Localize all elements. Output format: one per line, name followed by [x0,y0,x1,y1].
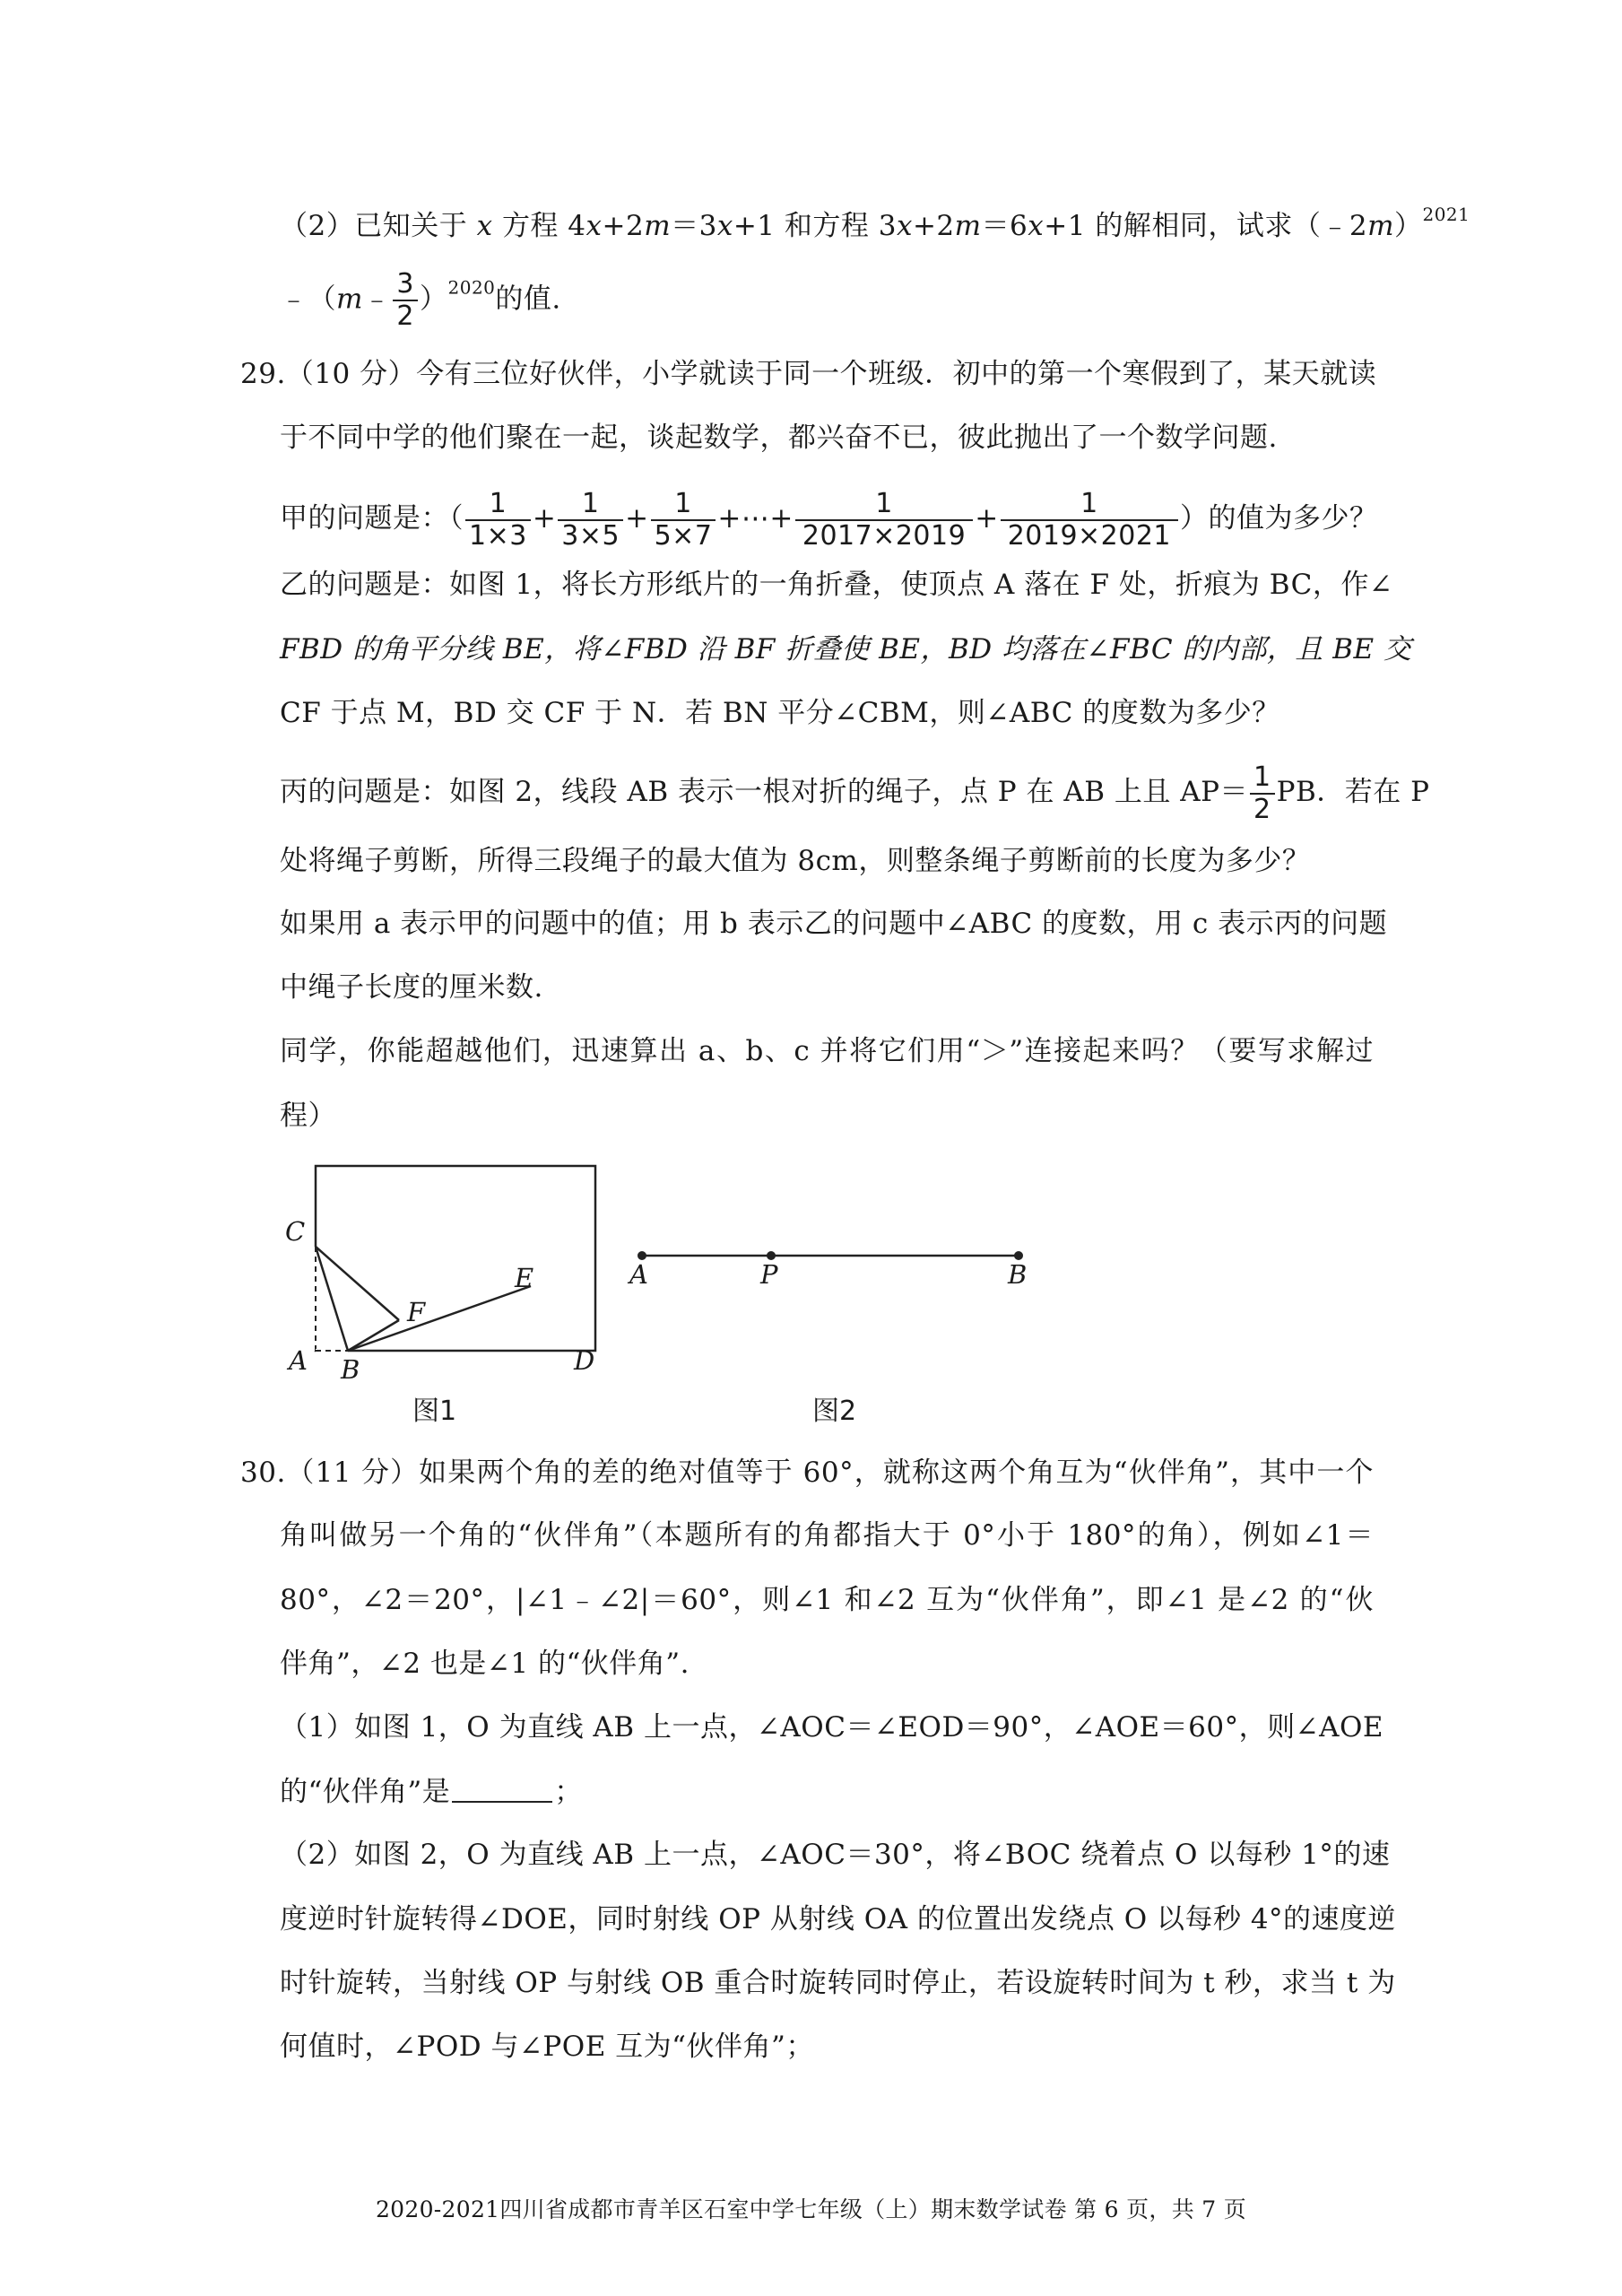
fig1-label-e: E [515,1263,534,1293]
plus: + [532,502,557,535]
text: （2）已知关于 [280,210,468,242]
q29-yi-line2: FBD 的角平分线 BE，将∠FBD 沿 BF 折叠使 BE，BD 均落在∠FBC 的内部，且 BE 交 [280,633,1412,665]
numerator: 3 [396,268,414,300]
fig1-label-c: C [285,1216,306,1247]
q29-line2: 于不同中学的他们聚在一起，谈起数学，都兴奋不已，彼此抛出了一个数学问题. [280,422,1278,454]
q30-part1-line2 [280,1774,1374,1810]
fig1-label-b: B [341,1354,360,1385]
numerator: 1 [1253,761,1271,793]
var-x: x [716,210,733,242]
fig1-label-a: A [289,1345,308,1376]
fraction-1 [465,489,531,552]
var-m: m [954,210,982,242]
q30-part2-line1: （2）如图 2，O 为直线 AB 上一点，∠AOC＝30°，将∠BOC 绕着点 O 以每秒 1°的速 [280,1839,1391,1871]
figure-2-diagram [628,1238,1040,1292]
text: ＝6 [981,210,1028,242]
q30-part2-line3: 时针旋转，当射线 OP 与射线 OB 重合时旋转同时停止，若设旋转时间为 t 秒，求当 t 为 [280,1967,1396,1999]
text: 方程 4 [501,210,586,242]
text: +1 和方程 3 [733,210,897,242]
var-x: x [476,210,493,242]
var-m: m [644,210,672,242]
q29-yi-line3: CF 于点 M，BD 交 CF 于 N．若 BN 平分∠CBM，则∠ABC 的度数为多少？ [280,697,1280,729]
numerator: 1 [875,487,893,519]
text: +2 [912,210,955,242]
fraction-one-half [1250,762,1275,825]
denominator: 2 [393,300,418,332]
segment-be [348,1286,531,1351]
q29-jia-question [280,474,1378,563]
figure-1-caption: 图1 [412,1396,457,1427]
numerator: 1 [489,487,507,519]
text: 丙的问题是：如图 2，线段 AB 表示一根对折的绳子，点 P 在 AB 上且 AP＝ [280,776,1248,808]
denominator: 1×3 [465,519,531,552]
text: ） [1393,210,1423,242]
fig1-label-d: D [574,1345,595,1376]
figure-2-caption: 图2 [812,1396,857,1427]
numerator: 1 [581,487,600,519]
fraction-5 [1001,489,1178,552]
fraction-three-halves [393,269,418,332]
text: ＝3 [671,210,717,242]
var-m: m [1367,210,1394,242]
q29-ruguo-line1: 如果用 a 表示甲的问题中的值；用 b 表示乙的问题中∠ABC 的度数，用 c 表示丙的问题 [280,908,1388,940]
exponent: 2021 [1422,204,1470,225]
text: PB．若在 P [1276,776,1430,808]
denominator: 2017×2019 [795,519,973,552]
plus: + [975,502,999,535]
denominator: 5×7 [651,519,716,552]
page-footer: 2020-2021四川省成都市青羊区石室中学七年级（上）期末数学试卷 第 6 页，共 7 页 [375,2196,1247,2222]
q30-part2-line2: 度逆时针旋转得∠DOE，同时射线 OP 从射线 OA 的位置出发绕点 O 以每秒 4°的速度逆 [280,1903,1397,1935]
exponent: 2020 [447,276,496,299]
var-m: m [336,283,363,316]
fig1-label-f: F [407,1297,426,1327]
text: ﹣（ [280,283,336,316]
q29-yi-line1: 乙的问题是：如图 1，将长方形纸片的一角折叠，使顶点 A 落在 F 处，折痕为 BC，作∠ [280,569,1393,601]
q30-part2-line4: 何值时，∠POD 与∠POE 互为“伙伴角”； [280,2031,814,2063]
q28-part2-line1 [280,204,1470,244]
text: +2 [602,210,645,242]
denominator: 2 [1250,793,1275,825]
q30-line4: 伴角”，∠2 也是∠1 的“伙伴角”. [280,1648,690,1680]
q29-tongxue-line1: 同学，你能超越他们，迅速算出 a、b、c 并将它们用“＞”连接起来吗？（要写求解过 [280,1035,1374,1067]
q29-header: 29.（10 分）今有三位好伙伴，小学就读于同一个班级．初中的第一个寒假到了，某天就读 [240,358,1377,390]
fraction-4 [795,489,973,552]
q28-part2-line2 [280,269,1374,332]
text: +1 的解相同，试求（﹣2 [1044,210,1368,242]
q30-line1: 30.（11 分）如果两个角的差的绝对值等于 60°，就称这两个角互为“伙伴角”，其中一个 [240,1457,1374,1489]
q29-ruguo-line2: 中绳子长度的厘米数. [280,971,543,1004]
var-x: x [1028,210,1045,242]
text: 的值. [495,283,561,316]
q29-bing-line2: 处将绳子剪断，所得三段绳子的最大值为 8cm，则整条绳子剪断前的长度为多少？ [280,845,1311,877]
ellipsis: +⋯+ [717,502,794,535]
text: ） [420,283,448,316]
q30-part1-line1: （1）如图 1，O 为直线 AB 上一点，∠AOC＝∠EOD＝90°，∠AOE＝60°，则∠AOE [280,1711,1384,1744]
text: ﹣ [362,283,392,316]
text: ）的值为多少？ [1180,502,1378,535]
q30-line2: 角叫做另一个角的“伙伴角”（本题所有的角都指大于 0°小于 180°的角），例如∠1＝ [280,1519,1374,1552]
var-x: x [896,210,913,242]
denominator: 2019×2021 [1001,519,1178,552]
fraction-3 [651,489,716,552]
q29-bing-line1 [280,761,1430,825]
q29-tongxue-line2: 程） [280,1100,336,1132]
numerator: 1 [1080,487,1098,519]
fig2-label-b: B [1008,1259,1028,1290]
paper-rectangle [316,1166,595,1351]
plus: + [625,502,649,535]
fig2-label-p: P [760,1259,778,1290]
numerator: 1 [674,487,692,519]
text: 的“伙伴角”是 [280,1776,451,1808]
denominator: 3×5 [558,519,623,552]
fraction-2 [558,489,623,552]
text: ； [554,1776,583,1808]
text: 甲的问题是：（ [280,502,464,535]
var-x: x [585,210,603,242]
answer-blank[interactable] [452,1776,552,1803]
fig2-label-a: A [629,1259,648,1290]
q30-line3: 80°，∠2＝20°，|∠1﹣∠2|＝60°，则∠1 和∠2 互为“伙伴角”，即∠1 是∠2 的“伙 [280,1584,1374,1616]
